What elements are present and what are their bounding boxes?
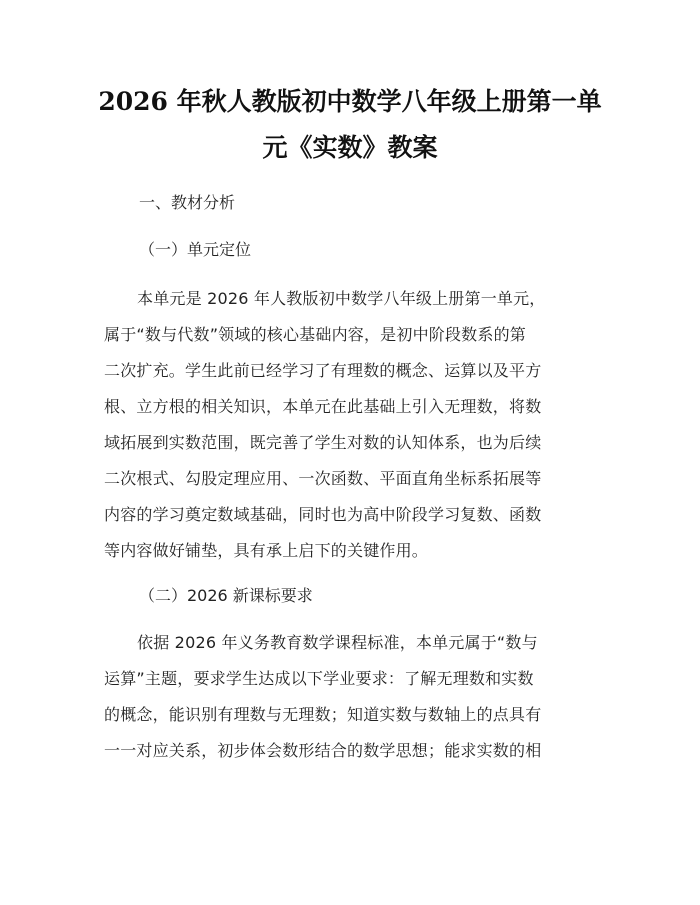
document-title-line-2: 元《实数》教案	[262, 133, 438, 162]
document-title-line-1: 2026 年秋人教版初中数学八年级上册第一单	[98, 87, 602, 116]
subsection-heading-curriculum-requirements: （二）2026 新课标要求	[139, 586, 313, 605]
section-heading-textbook-analysis: 一、教材分析	[139, 193, 236, 212]
paragraph-line: 的概念，能识别有理数与无理数；知道实数与数轴上的点具有	[104, 705, 542, 724]
paragraph-line: 依据 2026 年义务教育数学课程标准，本单元属于“数与	[137, 633, 538, 652]
paragraph-line: 二次扩充。学生此前已经学习了有理数的概念、运算以及平方	[104, 361, 542, 380]
paragraph-line: 本单元是 2026 年人教版初中数学八年级上册第一单元，	[137, 289, 546, 308]
paragraph-line: 域拓展到实数范围，既完善了学生对数的认知体系，也为后续	[104, 433, 542, 452]
paragraph-line: 运算”主题，要求学生达成以下学业要求：了解无理数和实数	[104, 669, 534, 688]
paragraph-line: 根、立方根的相关知识，本单元在此基础上引入无理数，将数	[104, 397, 542, 416]
subsection-heading-unit-positioning: （一）单元定位	[139, 240, 252, 259]
paragraph-line: 内容的学习奠定数域基础，同时也为高中阶段学习复数、函数	[104, 505, 542, 524]
paragraph-line: 属于“数与代数”领域的核心基础内容，是初中阶段数系的第	[104, 325, 526, 344]
paragraph-line: 一一对应关系，初步体会数形结合的数学思想；能求实数的相	[104, 741, 542, 760]
paragraph-line: 二次根式、勾股定理应用、一次函数、平面直角坐标系拓展等	[104, 469, 542, 488]
paragraph-line: 等内容做好铺垫，具有承上启下的关键作用。	[104, 541, 429, 560]
